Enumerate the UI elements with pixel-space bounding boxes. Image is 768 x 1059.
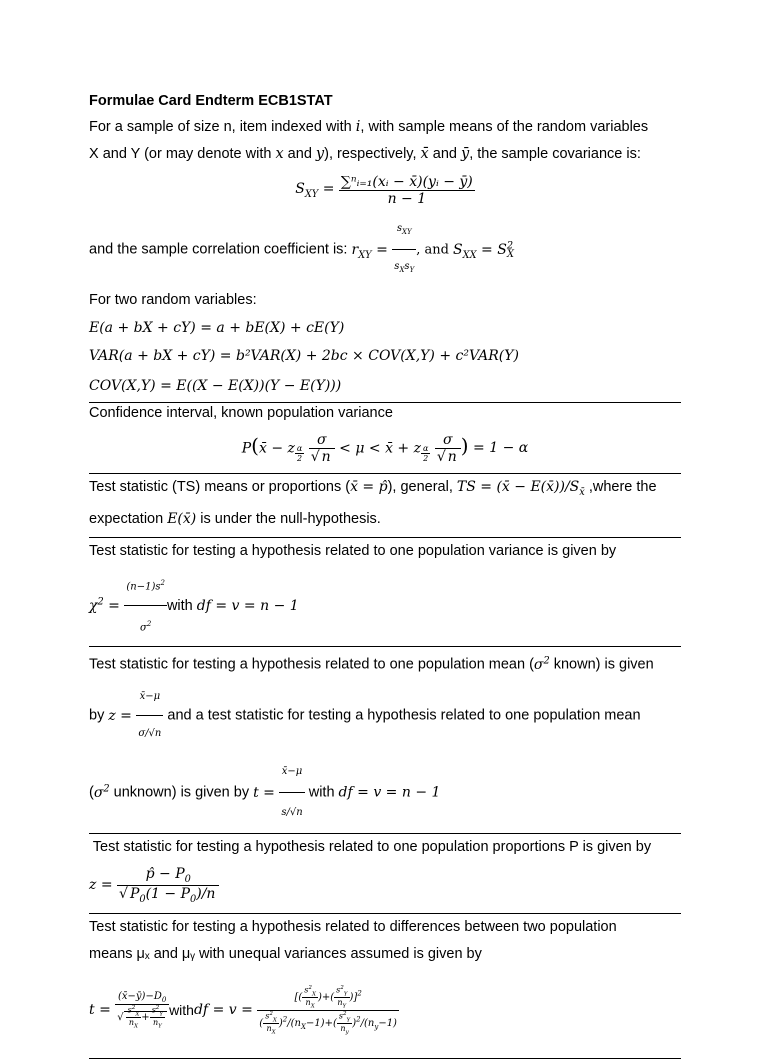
ts-line-1: Test statistic (TS) means or proportions (x̄ = p̂), general, TS = (x̄ − $E(x̄))/S_{x̄}$ ,where the bbox=[89, 479, 657, 498]
sample-covariance-formula: $S_{XY}$ = $\frac{\text{∑ⁿᵢ₌₁(xᵢ − x̄)(yᵢ − ȳ)}}{n - 1}$ bbox=[295, 173, 473, 207]
formula-card bbox=[89, 88, 681, 1059]
mean-test-line-3: ($\sigma^2$ unknown) is given by t = $\frac{x̄-\mu}{s/√n}$ with df = v = n − 1 bbox=[89, 752, 681, 833]
ci-title: Confidence interval, known population variance bbox=[89, 405, 393, 421]
covariance-formula: COV(X,Y) = E((X − E(X))(Y − E(Y))) bbox=[89, 378, 342, 394]
intro-line-2: X and Y (or may denote with x and y), respectively, x̄ and ȳ, the sample covariance is: bbox=[89, 146, 641, 162]
welch-t-formula: t = $(x̄-ȳ)-D_0$ √ $\frac{s^2_X}{n_X}$ + $\frac{s^2_Y}{n_Y}$ with df = v = [( $\frac{s^2_X}{n_X}$ )+( $\frac{s^2_Y}{n_Y}$ )]$^2$ ( $\frac{s^2_X}{n_X}$ )$^2/(n_X-1)+$( $\frac{s^2_Y}{n_y}$ )$^2/(n_y-1)$ bbox=[89, 984, 397, 1036]
expectation-formula: E(a + bX + cY) = a + bE(X) + cE(Y) bbox=[89, 320, 345, 336]
proportion-test-title: Test statistic for testing a hypothesis related to one population proportions P is given by bbox=[89, 839, 652, 856]
variance-formula: VAR(a + bX + cY) = b²VAR(X) + 2bc × COV(X,Y) + c²VAR(Y) bbox=[89, 348, 519, 364]
chi-square-formula: $\chi^2$ = $\frac{(n-1)s^2}{\sigma^2}$ with df = v = n − 1 bbox=[89, 565, 681, 647]
two-vars-label: For two random variables: bbox=[89, 292, 257, 308]
proportion-z-formula: z = $\frac{p̂ - P_0}{√ P_0(1 - P_0)/n}$ bbox=[89, 861, 681, 909]
page-title: Formulae Card Endterm ECB1STAT bbox=[89, 93, 333, 109]
correlation-line: and the sample correlation coefficient is: $r_{XY}$ = $\frac{s_{XY}}{s_Xs_Y}$ , and $S_{XX} = S^2_X$ bbox=[89, 212, 681, 287]
diff-test-line-2: means μₓ and μᵧ with unequal variances assumed is given by bbox=[89, 946, 482, 963]
ts-line-2: expectation E(x̄) is under the null-hypothesis. bbox=[89, 510, 381, 527]
variance-test-title: Test statistic for testing a hypothesis related to one population variance is given by bbox=[89, 542, 617, 559]
mean-test-line-2: by z = $\frac{x̄-\mu}{\sigma/√n}$ and a test statistic for testing a hypothesis related to one population mean bbox=[89, 679, 681, 752]
confidence-interval-formula: P(x̄ − z $_{\frac{\alpha}{2}}$ $\frac{\sigma}{√ n}$ < μ < x̄ + z $_{\frac{\alpha}{2}}$ $\frac{\sigma}{√ n}$ ) = 1 − α bbox=[241, 431, 529, 465]
intro-line-1: For a sample of size n, item indexed with i, with sample means of the random variables bbox=[89, 119, 649, 135]
diff-test-line-1: Test statistic for testing a hypothesis related to differences between two population bbox=[89, 919, 617, 936]
mean-test-line-1: Test statistic for testing a hypothesis related to one population mean ($\sigma^2$ known) is given bbox=[89, 655, 654, 674]
